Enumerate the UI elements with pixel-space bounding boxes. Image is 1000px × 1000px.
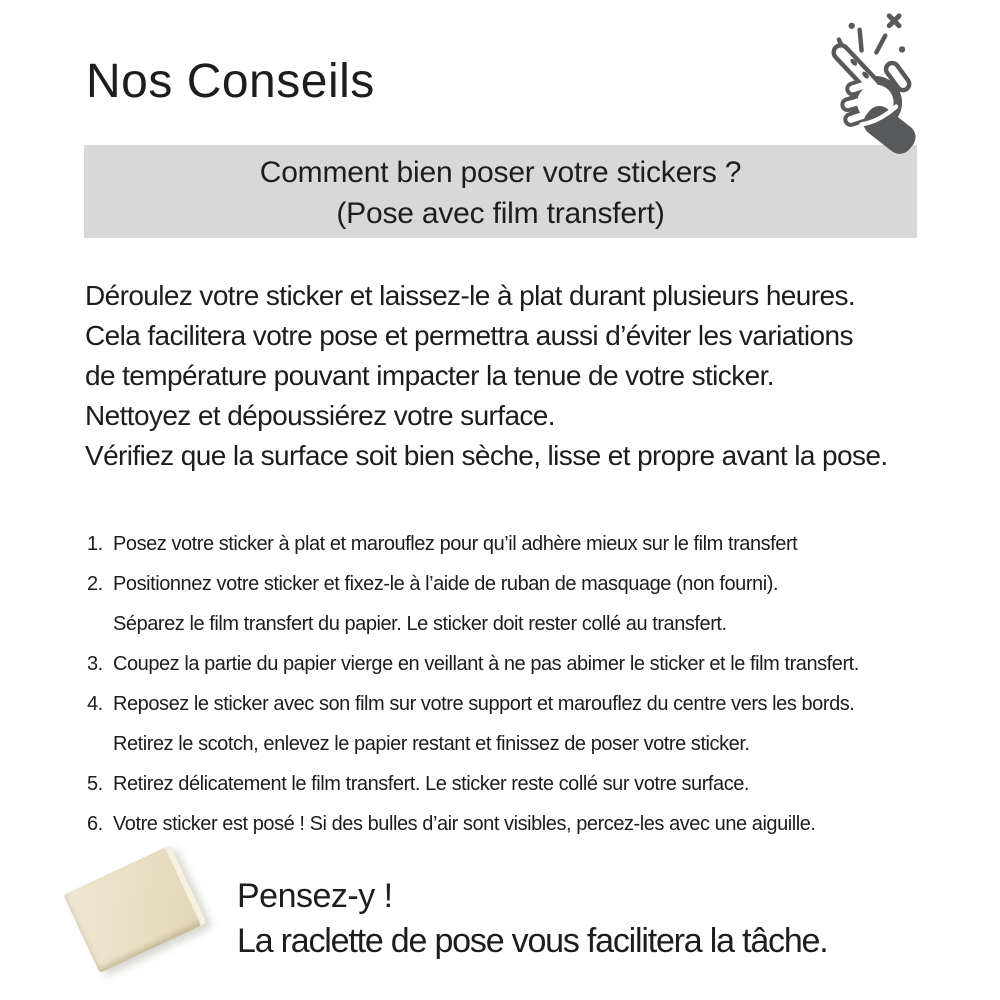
step-2 <box>87 564 987 604</box>
step-6 <box>87 804 987 844</box>
footer-note <box>237 874 828 964</box>
step-text: Coupez la partie du papier vierge en veillant à ne pas abimer le sticker et le film transfert. <box>113 653 859 675</box>
step-4-continued <box>87 724 987 764</box>
banner-line-2: (Pose avec film transfert) <box>336 197 665 230</box>
intro-line: Cela facilitera votre pose et permettra aussi d’éviter les variations <box>85 320 853 351</box>
step-4 <box>87 684 987 724</box>
step-text: Posez votre sticker à plat et marouflez pour qu’il adhère mieux sur le film transfert <box>113 533 798 555</box>
intro-line: de température pouvant impacter la tenue de votre sticker. <box>85 360 774 391</box>
step-text: Positionnez votre sticker et fixez-le à l’aide de ruban de masquage (non fourni). <box>113 573 779 595</box>
steps-list <box>87 524 987 844</box>
step-text: Reposez le sticker avec son film sur votre support et marouflez du centre vers les bords. <box>113 693 855 715</box>
step-text: Votre sticker est posé ! Si des bulles d’air sont visibles, percez-les avec une aiguille. <box>113 813 816 835</box>
intro-line: Déroulez votre sticker et laissez-le à plat durant plusieurs heures. <box>85 280 856 311</box>
step-number: 2. <box>87 573 103 595</box>
step-text: Séparez le film transfert du papier. Le sticker doit rester collé au transfert. <box>113 613 727 635</box>
step-number: 1. <box>87 533 103 555</box>
finger-snap-icon <box>816 6 920 154</box>
intro-paragraph <box>85 276 985 476</box>
step-1 <box>87 524 987 564</box>
banner-line-1: Comment bien poser votre stickers ? <box>259 156 742 189</box>
step-text: Retirez délicatement le film transfert. Le sticker reste collé sur votre surface. <box>113 773 750 795</box>
footer-heading: Pensez-y ! <box>237 877 393 915</box>
step-number: 6. <box>87 813 103 835</box>
step-text: Retirez le scotch, enlevez le papier restant et finissez de poser votre sticker. <box>113 733 750 755</box>
step-3 <box>87 644 987 684</box>
page-title: Nos Conseils <box>86 55 375 108</box>
step-number: 5. <box>87 773 103 795</box>
step-number: 4. <box>87 693 103 715</box>
banner <box>84 145 917 238</box>
intro-line: Vérifiez que la surface soit bien sèche, lisse et propre avant la pose. <box>85 440 888 471</box>
step-5 <box>87 764 987 804</box>
step-2-continued <box>87 604 987 644</box>
intro-line: Nettoyez et dépoussiérez votre surface. <box>85 400 555 431</box>
step-number: 3. <box>87 653 103 675</box>
squeegee-image <box>63 845 206 973</box>
footer-text: La raclette de pose vous facilitera la tâche. <box>237 922 828 960</box>
